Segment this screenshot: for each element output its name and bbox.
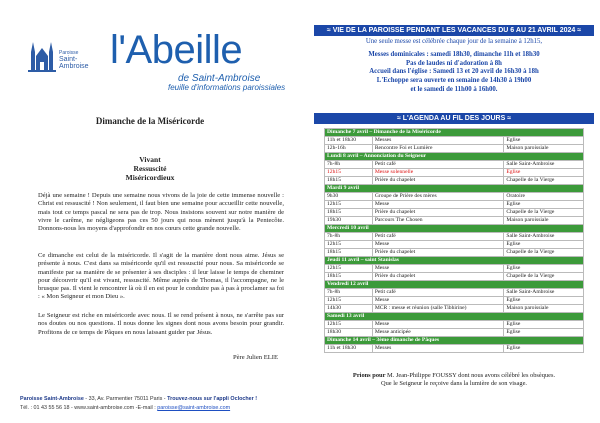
- agenda-day-header: [325, 313, 584, 321]
- agenda-place: Chapelle de la Vierge: [504, 249, 584, 257]
- agenda-time: 18h30: [325, 329, 373, 337]
- agenda-time: 12h15: [325, 169, 373, 177]
- agenda-row: [325, 161, 584, 169]
- agenda-row: [325, 273, 584, 281]
- agenda-event: Prière du chapelet: [372, 249, 504, 257]
- agenda-day-label: Dimanche 14 avril – 3ème dimanche de Pâques: [325, 337, 584, 345]
- agenda-day-label: Jeudi 11 avril – saint Stanislas: [325, 257, 584, 265]
- prayer-line: [314, 372, 594, 380]
- agenda-place: Église: [504, 345, 584, 353]
- agenda-row: [325, 249, 584, 257]
- triad-line: Vivant: [139, 155, 161, 164]
- agenda-place: Église: [504, 321, 584, 329]
- agenda-day-label: Vendredi 12 avril: [325, 281, 584, 289]
- agenda-event: Parcours The Chosen: [372, 217, 504, 225]
- agenda-time: 7h-8h: [325, 233, 373, 241]
- agenda-day-header: [325, 257, 584, 265]
- agenda-time: 11h et 18h30: [325, 345, 373, 353]
- agenda-row: [325, 201, 584, 209]
- agenda-time: 7h-8h: [325, 289, 373, 297]
- agenda-place: Chapelle de la Vierge: [504, 177, 584, 185]
- agenda-event: Petit café: [372, 289, 504, 297]
- agenda-time: 18h15: [325, 273, 373, 281]
- agenda-day-header: [325, 185, 584, 193]
- agenda-row: [325, 217, 584, 225]
- prayer-line: Que le Seigneur le reçoive dans la lumière de son visage.: [380, 380, 528, 388]
- agenda-day-label: Samedi 13 avril: [325, 313, 584, 321]
- agenda-row: [325, 209, 584, 217]
- agenda-row: [325, 193, 584, 201]
- newsletter-title: l'Abeille: [110, 28, 243, 72]
- agenda-time: 12h15: [325, 297, 373, 305]
- agenda-row: [325, 329, 584, 337]
- agenda-place: Église: [504, 265, 584, 273]
- agenda-day-label: Mercredi 10 avril: [325, 225, 584, 233]
- agenda-row: [325, 145, 584, 153]
- agenda-event: Petit café: [372, 161, 504, 169]
- prayer-name: M. Jean-Philippe FOUSSY dont nous avons célébré les obsèques.: [385, 372, 556, 379]
- agenda-place: Église: [504, 329, 584, 337]
- sunday-title: Dimanche de la Miséricorde: [95, 116, 205, 126]
- footer-parish: Paroisse Saint-Ambroise: [20, 396, 84, 402]
- logo-parish-label: Paroisse: [59, 50, 79, 56]
- agenda-time: 12h15: [325, 265, 373, 273]
- agenda-time: 12h-16h: [325, 145, 373, 153]
- agenda-banner: ≈ L'AGENDA AU FIL DES JOURS ≈: [314, 113, 594, 124]
- vacation-line: L'Echoppe sera ouverte en semaine de 14h30 à 19h00: [376, 77, 532, 85]
- agenda-event: Messe solennelle: [372, 169, 504, 177]
- agenda-event: Prière du chapelet: [372, 273, 504, 281]
- agenda-row: [325, 297, 584, 305]
- agenda-event: Prière du chapelet: [372, 209, 504, 217]
- agenda-row: [325, 321, 584, 329]
- footer-phone: Tél. : 01 43 55 56 18 - www.saint-ambroise.com -E-mail :: [20, 405, 158, 411]
- footer-address: [20, 396, 257, 402]
- agenda-place: Église: [504, 201, 584, 209]
- vacation-schedule: [314, 51, 594, 95]
- footer-contact: [20, 405, 230, 411]
- agenda-row: [325, 169, 584, 177]
- agenda-event: Messes: [372, 137, 504, 145]
- agenda-place: Chapelle de la Vierge: [504, 273, 584, 281]
- agenda-day-label: Lundi 8 avril – Annonciation du Seigneur: [325, 153, 584, 161]
- vacation-banner: ≈ VIE DE LA PAROISSE PENDANT LES VACANCES DU 6 AU 21 AVRIL 2024 ≈: [314, 25, 594, 36]
- agenda-event: Messe: [372, 321, 504, 329]
- agenda-day-label: Dimanche 7 avril – Dimanche de la Miséricorde: [325, 129, 584, 137]
- agenda-day-header: [325, 337, 584, 345]
- agenda-time: 12h15: [325, 241, 373, 249]
- vacation-line: Accueil dans l'église : Samedi 13 et 20 avril de 16h30 à 18h: [369, 68, 539, 76]
- vacation-line: et le samedi de 11h00 à 16h00.: [410, 85, 498, 93]
- triad-line: Ressuscité: [133, 164, 167, 173]
- agenda-place: Salle Saint-Ambroise: [504, 161, 584, 169]
- logo-parish-name: Saint-Ambroise: [59, 56, 89, 70]
- agenda-event: Messe: [372, 241, 504, 249]
- triad-line: Miséricordieux: [125, 173, 175, 182]
- agenda-event: MCR : messe et réunion (salle Tibhirine): [372, 305, 504, 313]
- agenda-row: [325, 137, 584, 145]
- vacation-line: Pas de laudes ni d'adoration à 8h: [406, 59, 502, 67]
- agenda-place: Maison paroissiale: [504, 305, 584, 313]
- agenda-place: Église: [504, 137, 584, 145]
- agenda-row: [325, 233, 584, 241]
- agenda-place: Maison paroissiale: [504, 145, 584, 153]
- agenda-time: 18h15: [325, 249, 373, 257]
- agenda-event: Rencontre Foi et Lumière: [372, 145, 504, 153]
- church-icon: [28, 38, 58, 76]
- agenda-event: Messes: [372, 345, 504, 353]
- agenda-row: [325, 177, 584, 185]
- editorial-paragraph: Déjà une semaine ! Depuis une semaine nous vivons de la joie de cette immense nouvelle : Christ est ressuscité ! Non seulement, il faut bien une semaine pour accueillir cette nouvelle, mais tout ce temps pascal ne sera pas de trop. Nous insistons souvent sur notre manière de vivre le carême, ne négligeons pas ces 50 jours qui nous mènent jusqu'à la Pentecôte. Donnons-nous les moyens d'approfondir en nos cœurs cette grande nouvelle.: [38, 192, 284, 233]
- editorial-paragraph: Ce dimanche est celui de la miséricorde. Il s'agit de la manière dont nous aime. Jésus se présente à nous. C'est dans sa miséricorde qu'il est ressuscité pour nous. Sa miséricorde se manifeste par sa manière de se présenter à ses disciples : il leur laisse le temps de cheminer pour découvrir qu'il est vivant, ressuscité. Même auprès de Thomas, il l'accompagne, ne le brusque pas. Il vient le rencontrer là où il en est pour le conduire pas à pas à proclamer sa foi : « Mon Seigneur et mon Dieu ».: [38, 252, 284, 301]
- agenda-day-header: [325, 153, 584, 161]
- agenda-time: 11h et 18h30: [325, 137, 373, 145]
- prayer-lead: Prions pour: [352, 372, 386, 379]
- footer-email-link[interactable]: paroisse@saint-ambroise.com: [157, 405, 231, 411]
- footer-street: - 33, Av. Parmentier 75011 Paris -: [83, 396, 168, 402]
- agenda-event: Messe anticipée: [372, 329, 504, 337]
- agenda-time: 9h30: [325, 193, 373, 201]
- agenda-place: Salle Saint-Ambroise: [504, 233, 584, 241]
- agenda-row: [325, 305, 584, 313]
- agenda-time: 19h30: [325, 217, 373, 225]
- agenda-place: Salle Saint-Ambroise: [504, 289, 584, 297]
- agenda-row: [325, 345, 584, 353]
- vacation-line: Messes dominicales : samedi 18h30, dimanche 11h et 18h30: [368, 51, 540, 58]
- agenda-day-header: [325, 225, 584, 233]
- agenda-event: Groupe de Prière des mères: [372, 193, 504, 201]
- agenda-place: Maison paroissiale: [504, 217, 584, 225]
- agenda-row: [325, 265, 584, 273]
- newsletter-tagline: feuille d'informations paroissiales: [168, 83, 286, 92]
- agenda-place: Oratoire: [504, 193, 584, 201]
- agenda-day-header: [325, 281, 584, 289]
- triad: [0, 155, 300, 182]
- agenda-day-label: Mardi 9 avril: [325, 185, 584, 193]
- agenda-row: [325, 289, 584, 297]
- footer-app: Trouvez-nous sur l'appli Oclocher !: [167, 396, 258, 402]
- agenda-time: 12h15: [325, 201, 373, 209]
- agenda-event: Prière du chapelet: [372, 177, 504, 185]
- agenda-place: Église: [504, 241, 584, 249]
- agenda-place: Église: [504, 169, 584, 177]
- agenda-time: 18h15: [325, 177, 373, 185]
- signature: Père Julien ELIE: [232, 354, 278, 361]
- agenda-event: Messe: [372, 201, 504, 209]
- agenda-time: 18h15: [325, 209, 373, 217]
- agenda-row: [325, 241, 584, 249]
- prayer-notice: [314, 372, 594, 389]
- agenda-place: Église: [504, 297, 584, 305]
- agenda-day-header: [325, 129, 584, 137]
- parish-logo: [28, 38, 102, 76]
- newsletter-subtitle: de Saint-Ambroise: [178, 73, 261, 84]
- agenda-time: 7h-8h: [325, 161, 373, 169]
- editorial-paragraph: Le Seigneur est riche en miséricorde avec nous. Il se rend présent à nous, ne s'arrête pas sur nos doutes ou nos questions. Il nous donne les signes dont nous avons besoin pour grandir. Profitons de ce temps de Pâques en nous laissant guider par Jésus.: [38, 312, 284, 336]
- agenda-table: [324, 128, 584, 353]
- agenda-place: Chapelle de la Vierge: [504, 209, 584, 217]
- vacation-intro: Une seule messe est célébrée chaque jour de la semaine à 12h15,: [365, 38, 543, 45]
- agenda-event: Messe: [372, 265, 504, 273]
- agenda-time: 14h30: [325, 305, 373, 313]
- agenda-time: 12h15: [325, 321, 373, 329]
- agenda-event: Petit café: [372, 233, 504, 241]
- agenda-event: Messe: [372, 297, 504, 305]
